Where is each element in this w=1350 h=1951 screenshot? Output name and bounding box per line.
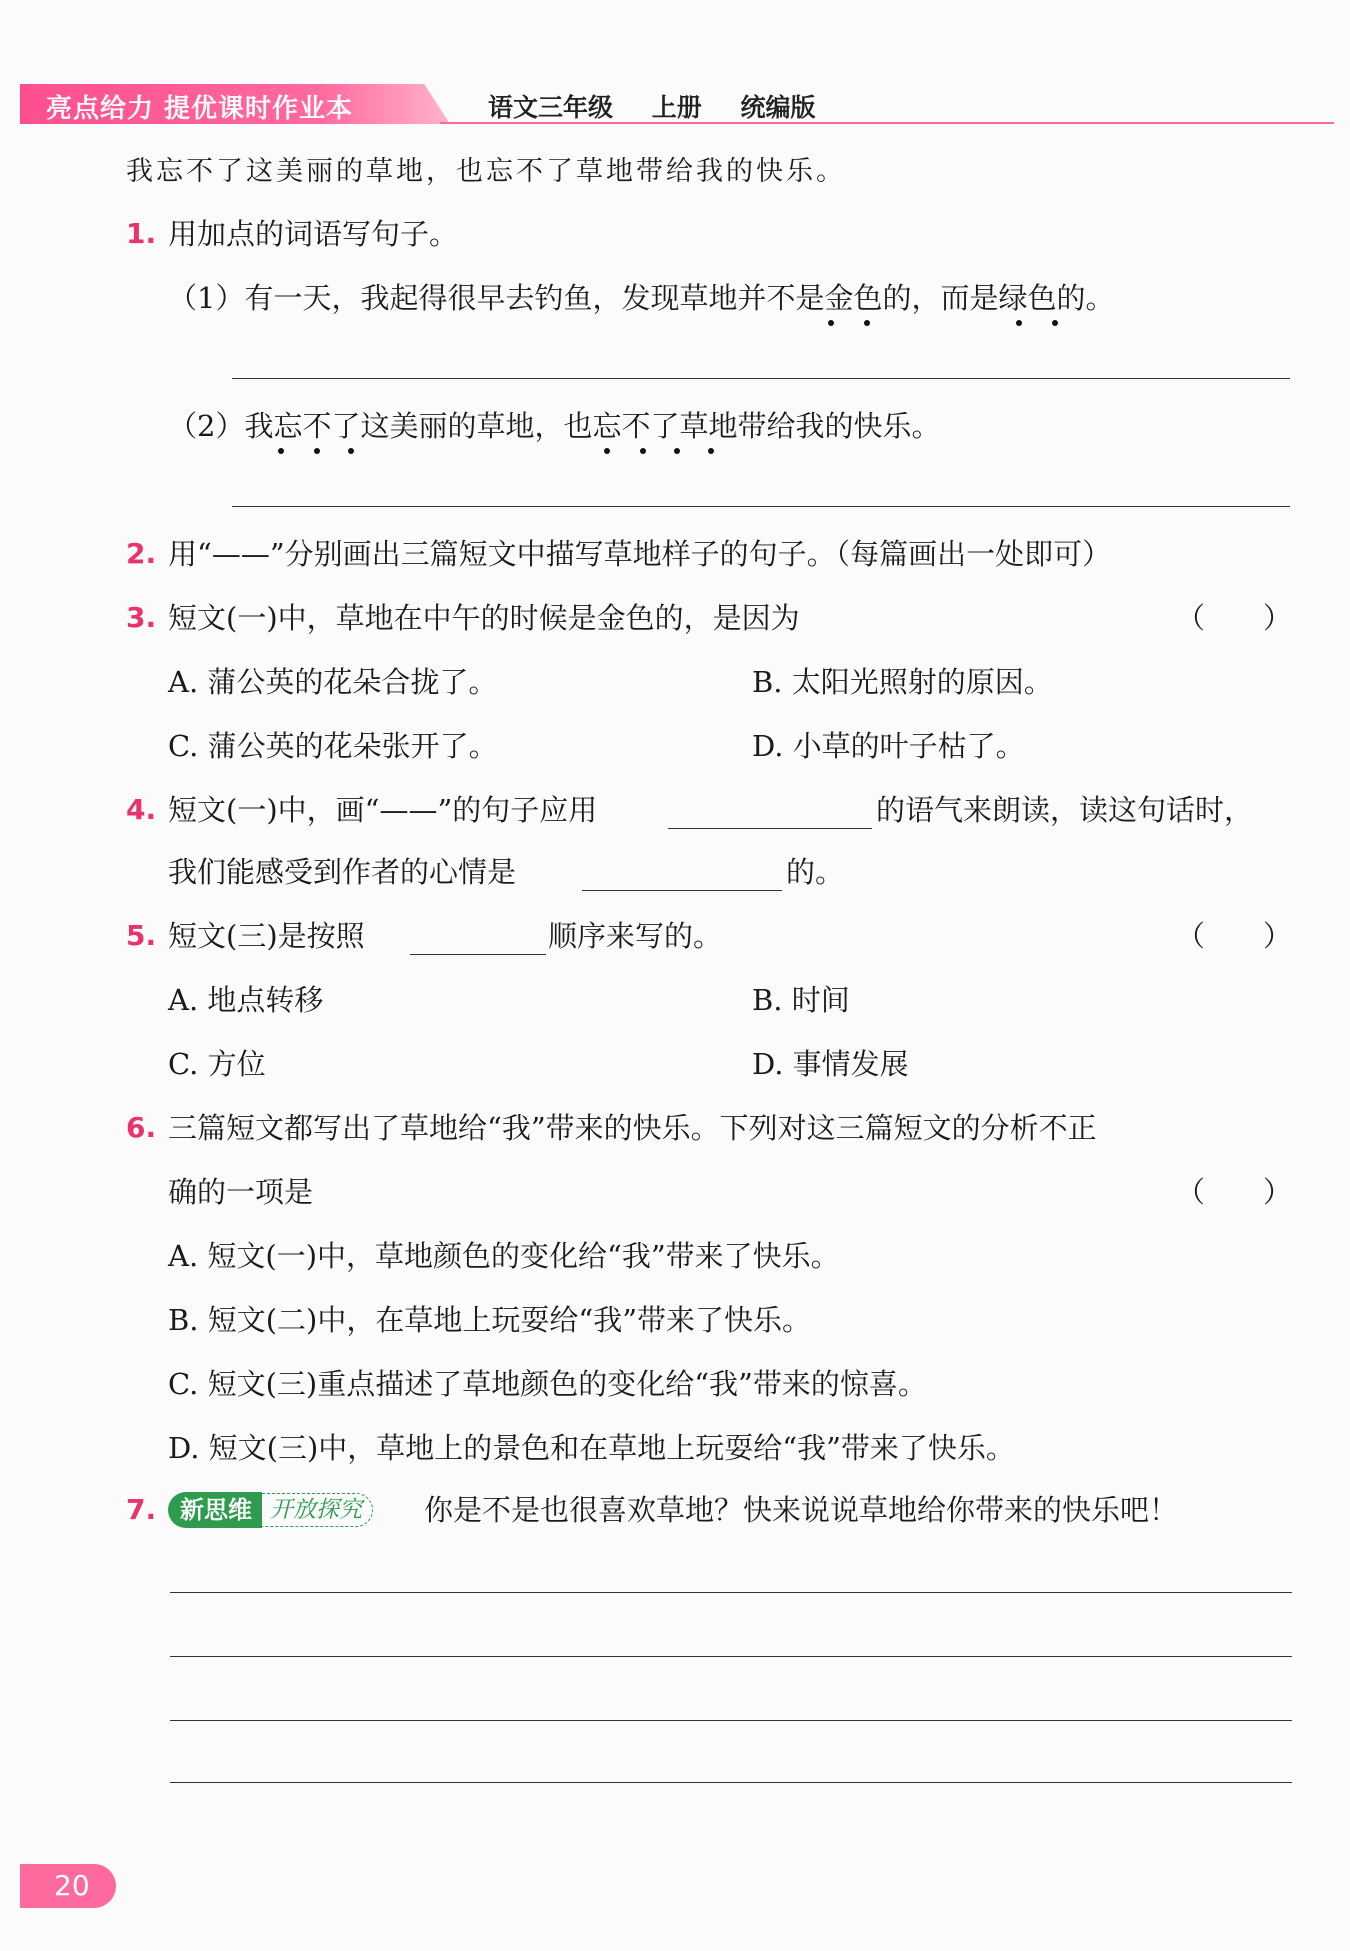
q7-prompt: 你是不是也很喜欢草地？快来说说草地给你带来的快乐吧！ (424, 1493, 1179, 1527)
subject-label: 语文三年级 (488, 93, 614, 122)
intro-sentence: 我忘不了这美丽的草地，也忘不了草地带给我的快乐。 (126, 156, 846, 187)
q3-option-c: C. 蒲公英的花朵张开了。 (168, 729, 498, 763)
q1-sentence-1: （1）有一天，我起得很早去钓鱼，发现草地并不是金色的，而是绿色的。 (168, 281, 1115, 315)
q4-blank-2[interactable] (582, 890, 782, 891)
q7-answer-line-4[interactable] (170, 1782, 1292, 1783)
volume-label: 上册 (651, 93, 702, 122)
q4-number: 4. (126, 793, 157, 826)
q6-option-d: D. 短文(三)中，草地上的景色和在草地上玩耍给“我”带来了快乐。 (168, 1431, 1015, 1465)
q1-emphasis-dots-2 (278, 448, 718, 456)
q6-option-c: C. 短文(三)重点描述了草地颜色的变化给“我”带来的惊喜。 (168, 1367, 927, 1401)
badge-main-label: 新思维 (168, 1492, 262, 1528)
header-subtitle (488, 88, 845, 124)
q1-prompt: 用加点的词语写句子。 (168, 217, 459, 251)
q4-text-part2: 的语气来朗读，读这句话时， (876, 793, 1254, 827)
q6-option-b: B. 短文(二)中，在草地上玩耍给“我”带来了快乐。 (168, 1303, 812, 1337)
q4-text-part3: 我们能感受到作者的心情是 (168, 855, 517, 889)
q3-option-a: A. 蒲公英的花朵合拢了。 (168, 665, 498, 699)
q7-answer-line-1[interactable] (170, 1592, 1292, 1593)
q6-prompt-line2: 确的一项是 (168, 1175, 314, 1209)
badge-sub-label: 开放探究 (262, 1493, 373, 1527)
series-title: 亮点给力 提优课时作业本 (46, 94, 354, 124)
q2-number: 2. (126, 537, 157, 570)
q5-option-c: C. 方位 (168, 1047, 266, 1081)
q4-text-part4: 的。 (786, 855, 845, 889)
edition-label: 统编版 (740, 93, 816, 122)
q2-prompt: 用“——”分别画出三篇短文中描写草地样子的句子。（每篇画出一处即可） (168, 537, 1112, 571)
q6-answer-blank[interactable]: （ ） (1176, 1175, 1293, 1209)
q3-option-b: B. 太阳光照射的原因。 (752, 665, 1053, 699)
q5-blank[interactable] (410, 954, 546, 955)
new-thinking-badge (168, 1492, 373, 1528)
q1-sentence-2: （2）我忘不了这美丽的草地，也忘不了草地带给我的快乐。 (168, 409, 941, 443)
q3-option-d: D. 小草的叶子枯了。 (752, 729, 1025, 763)
page-number: 20 (20, 1864, 116, 1908)
q7-number: 7. (126, 1493, 157, 1526)
page-header (20, 84, 1334, 124)
q5-number: 5. (126, 919, 157, 952)
q5-answer-blank[interactable]: （ ） (1176, 919, 1293, 953)
q7-answer-line-3[interactable] (170, 1720, 1292, 1721)
q4-text-part1: 短文(一)中，画“——”的句子应用 (168, 793, 598, 827)
q1-answer-line-2[interactable] (232, 506, 1290, 507)
q7-answer-line-2[interactable] (170, 1656, 1292, 1657)
q3-prompt: 短文(一)中，草地在中午的时候是金色的，是因为 (168, 601, 800, 635)
q5-option-b: B. 时间 (752, 983, 850, 1017)
q6-prompt-line1: 三篇短文都写出了草地给“我”带来的快乐。下列对这三篇短文的分析不正 (168, 1111, 1097, 1145)
q1-number: 1. (126, 217, 157, 250)
q3-number: 3. (126, 601, 157, 634)
q5-option-a: A. 地点转移 (168, 983, 324, 1017)
q4-blank-1[interactable] (668, 828, 872, 829)
q3-answer-blank[interactable]: （ ） (1176, 601, 1293, 635)
q1-emphasis-dots-1 (828, 320, 1058, 328)
q6-option-a: A. 短文(一)中，草地颜色的变化给“我”带来了快乐。 (168, 1239, 840, 1273)
q1-answer-line-1[interactable] (232, 378, 1290, 379)
q5-text-part1: 短文(三)是按照 (168, 919, 365, 953)
q5-text-part2: 顺序来写的。 (548, 919, 723, 953)
q5-option-d: D. 事情发展 (752, 1047, 909, 1081)
q6-number: 6. (126, 1111, 157, 1144)
